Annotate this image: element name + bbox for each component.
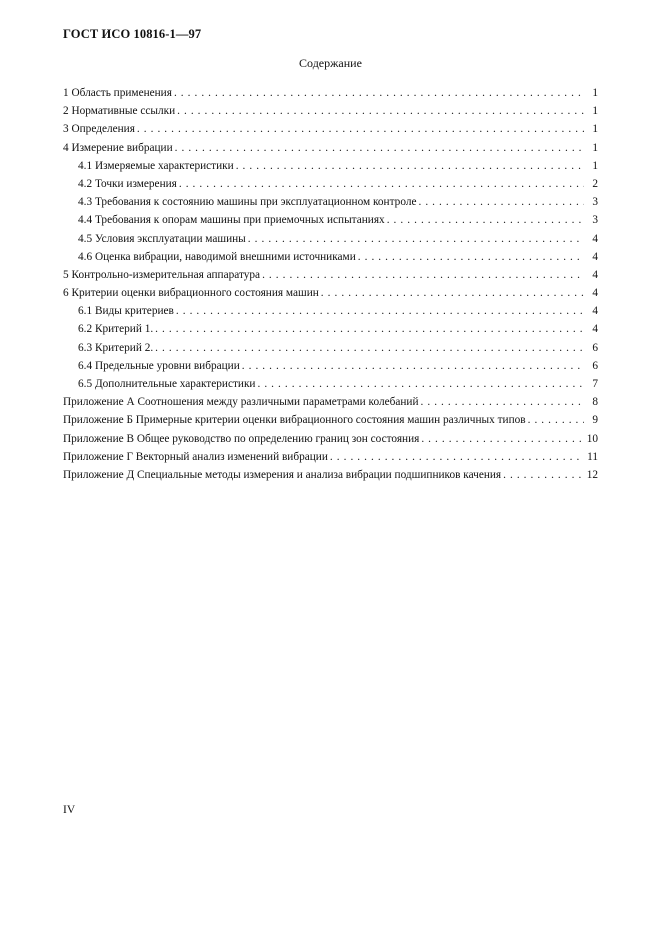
toc-subentry[interactable] [63, 360, 598, 378]
toc-leader-dots [257, 378, 584, 390]
toc-subentry[interactable] [63, 160, 598, 178]
toc-entry-page: 4 [592, 232, 598, 245]
toc-leader-dots [177, 105, 584, 117]
toc-leader-dots [421, 433, 584, 445]
toc-entry-title: 4.5 Условия эксплуатации машины [78, 232, 246, 245]
toc-leader-dots [418, 196, 584, 208]
toc-leader-dots [236, 160, 584, 172]
toc-entry-page: 1 [592, 87, 598, 99]
toc-leader-dots [175, 142, 584, 154]
toc-appendix-entry[interactable] [63, 469, 598, 487]
toc-entry-title: 6.4 Предельные уровни вибрации [78, 359, 240, 372]
toc-entry-page: 3 [592, 196, 598, 209]
toc-entry-title: Приложение А Соотношения между различными параметрами колебаний [63, 396, 419, 409]
toc-subentry[interactable] [63, 233, 598, 251]
toc-appendix-entry[interactable] [63, 451, 598, 469]
toc-entry-page: 6 [592, 341, 598, 354]
toc-leader-dots [176, 305, 584, 317]
toc-entry-title: 4.6 Оценка вибрации, наводимой внешними источниками [78, 250, 356, 263]
toc-entry[interactable] [63, 105, 598, 123]
toc-subentry[interactable] [63, 323, 598, 341]
toc-subentry[interactable] [63, 342, 598, 360]
toc-entry-title: Приложение Б Примерные критерии оценки вибрационного состояния машин различных типов [63, 414, 526, 427]
toc-entry-page: 4 [592, 268, 598, 281]
toc-entry-title: 4.3 Требования к состоянию машины при эксплуатационном контроле [78, 196, 417, 209]
toc-entry-page: 12 [586, 468, 598, 481]
toc-entry-title: 4.1 Измеряемые характеристики [78, 159, 234, 172]
toc-leader-dots [248, 233, 584, 245]
toc-leader-dots [137, 123, 584, 135]
toc-subentry[interactable] [63, 214, 598, 232]
toc-entry-title: 6.3 Критерий 2. [78, 341, 154, 354]
toc-entry[interactable] [63, 123, 598, 141]
toc-entry-page: 1 [592, 105, 598, 118]
toc-entry-page: 8 [592, 396, 598, 409]
toc-entry-page: 10 [586, 432, 598, 445]
toc-entry[interactable] [63, 287, 598, 305]
toc-leader-dots [179, 178, 584, 190]
toc-appendix-entry[interactable] [63, 433, 598, 451]
toc-entry-page: 4 [592, 287, 598, 300]
toc-entry-page: 3 [592, 214, 598, 227]
toc-entry[interactable] [63, 87, 598, 105]
toc-leader-dots [174, 87, 584, 99]
toc-leader-dots [242, 360, 584, 372]
toc-subentry[interactable] [63, 305, 598, 323]
toc-entry-page: 4 [592, 250, 598, 263]
toc-leader-dots [503, 469, 584, 481]
toc-entry-page: 7 [592, 378, 598, 390]
toc-entry-title: 6.2 Критерий 1. [78, 323, 154, 336]
toc-appendix-entry[interactable] [63, 414, 598, 432]
toc-leader-dots [321, 287, 584, 299]
toc-leader-dots [155, 342, 584, 354]
toc-subentry[interactable] [63, 196, 598, 214]
toc-entry-page: 1 [592, 159, 598, 172]
toc-entry-title: 4 Измерение вибрации [63, 141, 173, 154]
table-of-contents [63, 87, 598, 487]
toc-entry-page: 11 [587, 450, 598, 463]
toc-entry-title: 6.1 Виды критериев [78, 305, 174, 318]
toc-entry-title: 2 Нормативные ссылки [63, 105, 176, 118]
page-number: IV [63, 804, 76, 816]
toc-entry-page: 6 [592, 359, 598, 372]
toc-appendix-entry[interactable] [63, 396, 598, 414]
toc-entry[interactable] [63, 269, 598, 287]
toc-entry-page: 4 [592, 323, 598, 336]
toc-entry-title: 1 Область применения [63, 87, 172, 99]
toc-subentry[interactable] [63, 251, 598, 269]
toc-title: Содержание [299, 56, 362, 70]
toc-entry-title: Приложение Г Векторный анализ изменений вибрации [63, 450, 328, 463]
toc-leader-dots [528, 414, 584, 426]
toc-entry-title: 6 Критерии оценки вибрационного состояния машин [63, 287, 319, 300]
toc-entry-page: 1 [592, 123, 598, 136]
toc-entry-title: Приложение Д Специальные методы измерения и анализа вибрации подшипников качения [63, 468, 502, 481]
toc-leader-dots [358, 251, 584, 263]
toc-subentry[interactable] [63, 378, 598, 396]
toc-entry-title: 4.2 Точки измерения [78, 177, 177, 190]
toc-entry-page: 9 [592, 414, 598, 427]
toc-subentry[interactable] [63, 178, 598, 196]
toc-entry-title: 4.4 Требования к опорам машины при приемочных испытаниях [78, 214, 385, 227]
toc-entry-page: 4 [592, 305, 598, 318]
toc-entry-title: 6.5 Дополнительные характеристики [78, 378, 256, 390]
toc-entry[interactable] [63, 142, 598, 160]
toc-leader-dots [421, 396, 584, 408]
toc-leader-dots [387, 214, 584, 226]
document-header: ГОСТ ИСО 10816-1—97 [63, 27, 202, 41]
toc-leader-dots [262, 269, 584, 281]
toc-entry-page: 1 [592, 141, 598, 154]
toc-leader-dots [155, 323, 584, 335]
toc-entry-page: 2 [592, 177, 598, 190]
toc-leader-dots [330, 451, 584, 463]
toc-entry-title: 3 Определения [63, 123, 135, 136]
toc-entry-title: Приложение В Общее руководство по определению границ зон состояния [63, 432, 420, 445]
toc-entry-title: 5 Контрольно-измерительная аппаратура [63, 268, 261, 281]
